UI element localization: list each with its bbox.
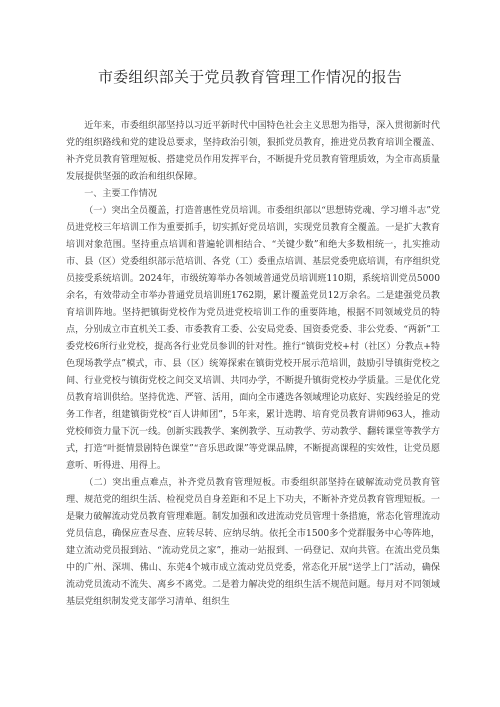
section-heading: 一、主要工作情况: [84, 189, 157, 199]
body-paragraph: （二）突出重点难点，补齐党员教育管理短板。市委组织部坚持在破解流动党员教育管理、规范党的组织生活、检视党员自身差距和不足上下功夫，不断补齐党员教育管理短板。一是聚力破解流动党员教育管理难题。制发加强和改进流动党员管理十条措施，常态化管理流动党员信息，确保应查尽查、应转尽转、应纳尽纳。依托全市1500多个党群服务中心等阵地，建立流动党员报到站、“流动党员之家”，推动一站报到、一码登记、双向共管。在流出党员集中的广州、深圳、佛山、东莞4个城市成立流动党员党委，常态化开展“送学上门”活动，确保流动党员流动不流失、离乡不离党。二是着力解决党的组织生活不规范问题。每月对不同领域基层党组织制发党支部学习清单、组织生: [66, 478, 440, 607]
intro-paragraph: 近年来，市委组织部坚持以习近平新时代中国特色社会主义思想为指导，深入贯彻新时代党的组织路线和党的建设总要求，坚持政治引领，狠抓党员教育，推进党员教育培训全覆盖、补齐党员教育管理短板、搭建党员作用发挥平台，不断提升党员教育管理质效，为全市高质量发展提供坚强的政治和组织保障。: [66, 121, 440, 182]
document-body: [66, 118, 440, 611]
document-title: 市委组织部关于党员教育管理工作情况的报告: [97, 68, 402, 86]
body-paragraph: （一）突出全员覆盖，打造普惠性党员培训。市委组织部以“思想铸党魂、学习增斗志”党员进党校三年培训工作为重要抓手，切实抓好党员培训，实现党员教育全覆盖。一是扩大教育培训对象范围。坚持重点培训和普遍轮训相结合、“关键少数”和绝大多数相统一，扎实推动市、县（区）党委组织部示范培训、各党（工）委重点培训、基层党委兜底培训，有序组织党员接受系统培训。2024年，市级统筹举办各领域普通党员培训班110期，系统培训党员5000余名，有效带动全市举办普通党员培训班1762期，累计覆盖党员12万余名。二是建强党员教育培训阵地。坚持把镇街党校作为党员进党校培训工作的重要阵地，根据不同领域党员的特点，分别成立市直机关工委、市委教育工委、公安局党委、国资委党委、非公党委、“两新”工委党校6所行业党校，提高各行业党员参训的针对性。推行“镇街党校+村（社区）分教点+特色现场教学点”模式，市、县（区）统筹探索在镇街党校开展示范培训，鼓励引导镇街党校之间、行业党校与镇街党校之间交叉培训、共同办学，不断提升镇街党校办学质量。三是优化党员教育培训供给。坚持优选、严管、活用，面向全市遴选各领域理论功底好、实践经验足的党务工作者，组建镇街党校“百人讲师团”，5年来，累计选聘、培育党员教育讲师963人，推动党校师资力量下沉一线。创新实践教学、案例教学、互动教学、劳动教学、翻转课堂等教学方式，打造“叶挺情景剧特色课堂”“音乐思政课”等党课品牌，不断提高课程的实效性，让党员愿意听、听得进、用得上。: [66, 206, 440, 471]
